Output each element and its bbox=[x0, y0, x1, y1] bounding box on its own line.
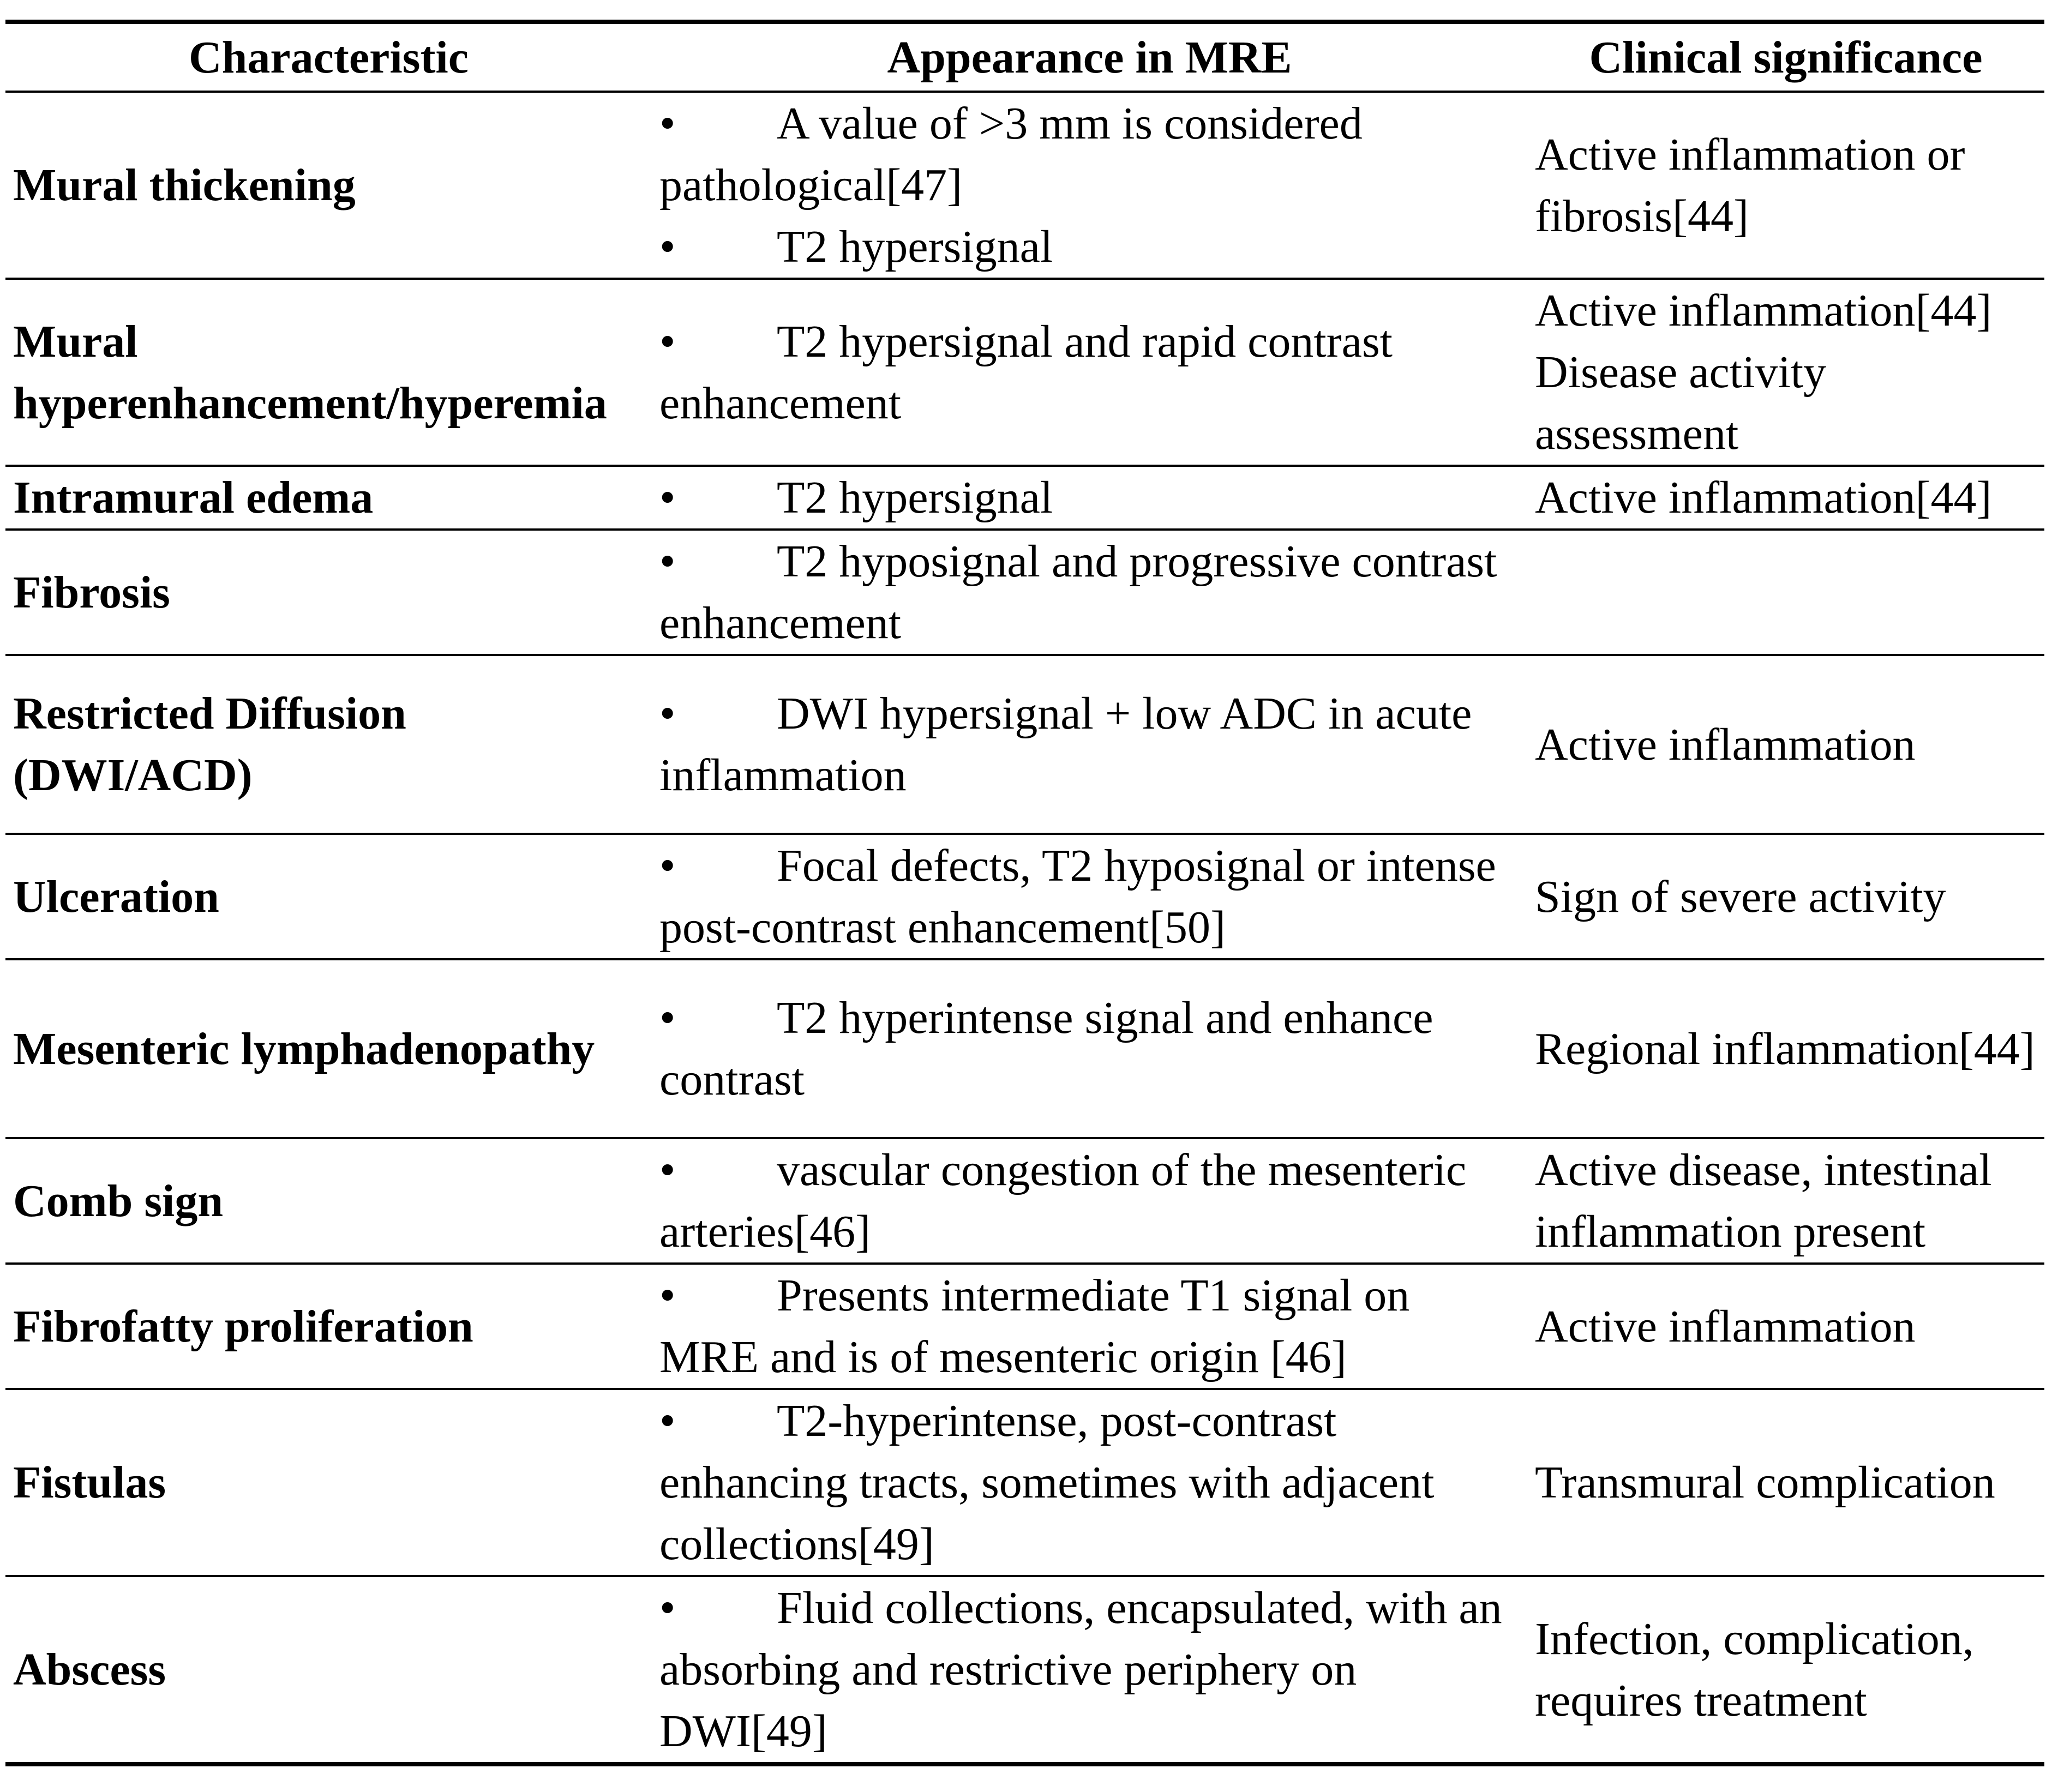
appearance-cell bbox=[652, 834, 1527, 959]
appearance-bullet-item bbox=[659, 531, 1516, 654]
appearance-text: T2 hypersignal bbox=[777, 472, 1053, 523]
significance-cell bbox=[1527, 1389, 2044, 1576]
appearance-bullet-item bbox=[659, 311, 1516, 434]
appearance-cell bbox=[652, 279, 1527, 466]
characteristic-cell: Fibrosis bbox=[5, 530, 652, 655]
table-row bbox=[5, 834, 2044, 959]
appearance-text: vascular congestion of the mesenteric arteries[46] bbox=[659, 1145, 1467, 1257]
appearance-bullet-item bbox=[659, 987, 1516, 1110]
appearance-cell bbox=[652, 1389, 1527, 1576]
appearance-cell bbox=[652, 1264, 1527, 1389]
characteristic-cell: Intramural edema bbox=[5, 466, 652, 530]
appearance-cell bbox=[652, 959, 1527, 1138]
characteristic-cell: Fibrofatty proliferation bbox=[5, 1264, 652, 1389]
significance-cell bbox=[1527, 959, 2044, 1138]
significance-cell bbox=[1527, 466, 2044, 530]
significance-cell bbox=[1527, 834, 2044, 959]
characteristic-cell: Abscess bbox=[5, 1576, 652, 1764]
significance-text: Transmural complication bbox=[1535, 1457, 1995, 1508]
appearance-bullet-item bbox=[659, 216, 1516, 278]
bullet-icon: • bbox=[659, 221, 676, 272]
appearance-cell bbox=[652, 1138, 1527, 1264]
appearance-bullet-item bbox=[659, 1577, 1516, 1762]
significance-cell bbox=[1527, 92, 2044, 279]
characteristic-cell: Comb sign bbox=[5, 1138, 652, 1264]
characteristic-cell: Mesenteric lymphadenopathy bbox=[5, 959, 652, 1138]
table-row bbox=[5, 279, 2044, 466]
header-significance: Clinical significance bbox=[1527, 22, 2044, 92]
appearance-text: T2 hypersignal bbox=[777, 221, 1053, 272]
table-row bbox=[5, 1576, 2044, 1764]
bullet-icon: • bbox=[659, 316, 676, 367]
significance-cell bbox=[1527, 1576, 2044, 1764]
appearance-text: Fluid collections, encapsulated, with an absorbing and restrictive periphery on DWI[49] bbox=[659, 1583, 1502, 1757]
characteristic-cell: Fistulas bbox=[5, 1389, 652, 1576]
appearance-bullet-item bbox=[659, 835, 1516, 958]
significance-cell bbox=[1527, 655, 2044, 834]
appearance-cell bbox=[652, 530, 1527, 655]
appearance-cell bbox=[652, 92, 1527, 279]
bullet-icon: • bbox=[659, 1396, 676, 1446]
appearance-text: Focal defects, T2 hyposignal or intense post-contrast enhancement[50] bbox=[659, 840, 1496, 953]
appearance-text: A value of >3 mm is considered pathological[47] bbox=[659, 98, 1363, 211]
appearance-text: Presents intermediate T1 signal on MRE and is of mesenteric origin [46] bbox=[659, 1270, 1410, 1382]
appearance-text: T2-hyperintense, post-contrast enhancing tracts, sometimes with adjacent collections[49] bbox=[659, 1396, 1435, 1569]
characteristic-cell: Restricted Diffusion (DWI/ACD) bbox=[5, 655, 652, 834]
appearance-cell bbox=[652, 466, 1527, 530]
appearance-bullet-item bbox=[659, 93, 1516, 216]
header-row bbox=[5, 22, 2044, 92]
characteristic-cell: Mural hyperenhancement/hyperemia bbox=[5, 279, 652, 466]
significance-text: Active inflammation[44] bbox=[1535, 472, 1992, 523]
table-row bbox=[5, 959, 2044, 1138]
significance-text: Infection, complication, requires treatment bbox=[1535, 1613, 1974, 1726]
table-row bbox=[5, 530, 2044, 655]
header-appearance: Appearance in MRE bbox=[652, 22, 1527, 92]
characteristic-cell: Mural thickening bbox=[5, 92, 652, 279]
table-body bbox=[5, 92, 2044, 1764]
bullet-icon: • bbox=[659, 98, 676, 149]
bullet-icon: • bbox=[659, 472, 676, 523]
bullet-icon: • bbox=[659, 840, 676, 891]
significance-cell bbox=[1527, 1264, 2044, 1389]
table-row bbox=[5, 655, 2044, 834]
characteristic-cell: Ulceration bbox=[5, 834, 652, 959]
table-row bbox=[5, 466, 2044, 530]
bullet-icon: • bbox=[659, 536, 676, 587]
bullet-icon: • bbox=[659, 1270, 676, 1321]
appearance-text: T2 hyperintense signal and enhance contrast bbox=[659, 993, 1433, 1105]
significance-text: Active inflammation bbox=[1535, 1301, 1916, 1352]
appearance-bullet-item bbox=[659, 467, 1516, 528]
significance-cell bbox=[1527, 279, 2044, 466]
appearance-bullet-item bbox=[659, 1265, 1516, 1388]
mre-characteristics-table-wrapper bbox=[5, 20, 2044, 1766]
table-row bbox=[5, 1389, 2044, 1576]
significance-cell bbox=[1527, 530, 2044, 655]
appearance-bullet-item bbox=[659, 1139, 1516, 1262]
table-row bbox=[5, 1264, 2044, 1389]
significance-text: Sign of severe activity bbox=[1535, 871, 1946, 922]
significance-text: Active inflammation[44] bbox=[1535, 285, 1992, 336]
appearance-text: T2 hypersignal and rapid contrast enhancement bbox=[659, 316, 1393, 429]
appearance-text: DWI hypersignal + low ADC in acute inflammation bbox=[659, 688, 1472, 801]
significance-text: Active disease, intestinal inflammation present bbox=[1535, 1145, 1992, 1257]
table-row bbox=[5, 1138, 2044, 1264]
appearance-bullet-item bbox=[659, 683, 1516, 806]
bullet-icon: • bbox=[659, 993, 676, 1043]
mre-characteristics-table bbox=[5, 20, 2044, 1766]
bullet-icon: • bbox=[659, 688, 676, 739]
bullet-icon: • bbox=[659, 1583, 676, 1633]
header-characteristic: Characteristic bbox=[5, 22, 652, 92]
appearance-text: T2 hyposignal and progressive contrast enhancement bbox=[659, 536, 1497, 648]
appearance-cell bbox=[652, 1576, 1527, 1764]
significance-text: Disease activity assessment bbox=[1535, 347, 1827, 459]
table-row bbox=[5, 92, 2044, 279]
bullet-icon: • bbox=[659, 1145, 676, 1195]
significance-cell bbox=[1527, 1138, 2044, 1264]
appearance-cell bbox=[652, 655, 1527, 834]
significance-text: Active inflammation or fibrosis[44] bbox=[1535, 129, 1965, 242]
appearance-bullet-item bbox=[659, 1390, 1516, 1575]
significance-text: Active inflammation bbox=[1535, 719, 1916, 770]
significance-text: Regional inflammation[44] bbox=[1535, 1023, 2035, 1074]
